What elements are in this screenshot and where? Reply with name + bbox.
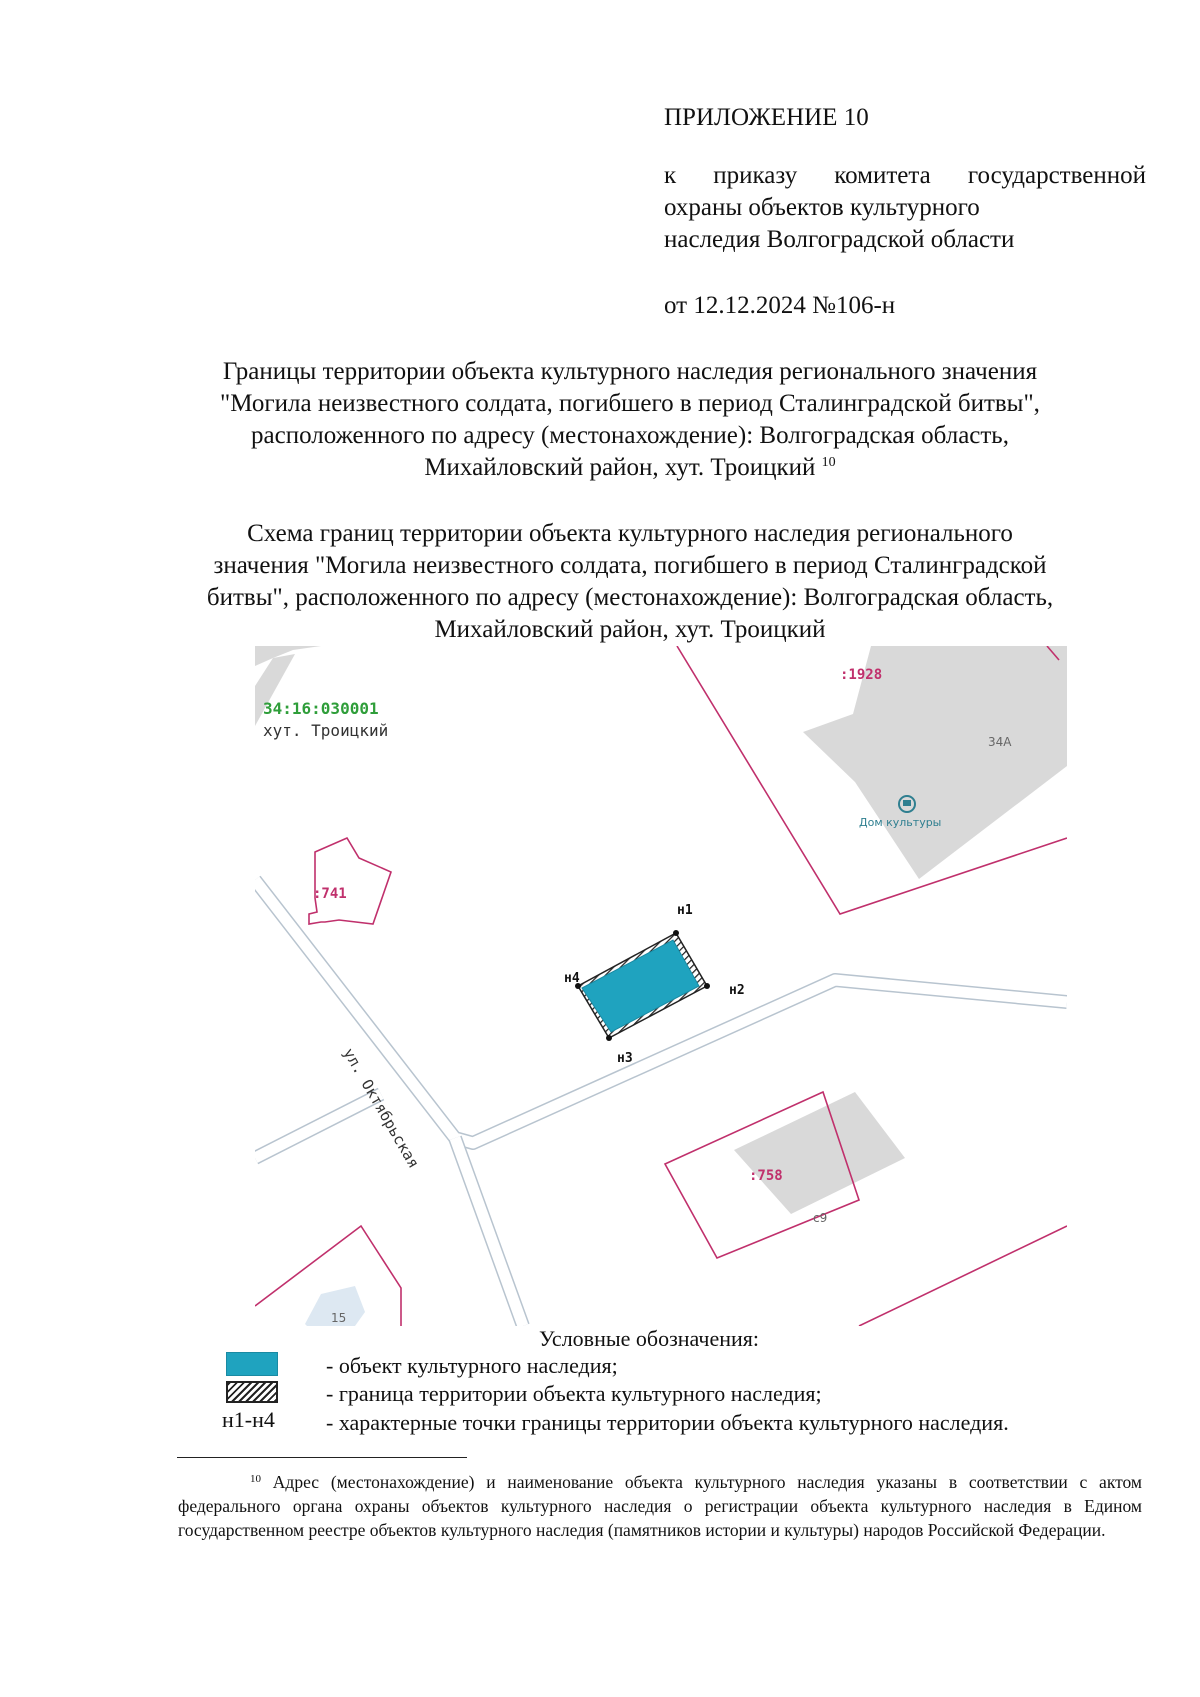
point-n2-marker: [704, 983, 710, 989]
legend-title: Условные обозначения:: [539, 1326, 760, 1351]
order-reference: [664, 160, 1146, 256]
legend-item-heritage: - объект культурного наследия;: [326, 1353, 618, 1378]
title-line: расположенного по адресу (местонахождение): Волгоградская область,: [251, 422, 1009, 449]
title-line-text: Михайловский район, хут. Троицкий: [424, 454, 816, 481]
scheme-title-line: Михайловский район, хут. Троицкий: [434, 616, 826, 643]
boundary-map: [255, 646, 1067, 1326]
title-line: Границы территории объекта культурного наследия регионального значения: [222, 358, 1038, 385]
point-n4-label: н4: [564, 971, 580, 986]
footnote-rule: [177, 1457, 467, 1458]
document-title: [150, 356, 1110, 484]
parcel-758-label: :758: [749, 1168, 783, 1184]
parcel-741-label: :741: [313, 886, 347, 902]
order-line: к приказу комитета государственной: [664, 162, 1146, 189]
parcel-southeast-border: [859, 1226, 1067, 1326]
order-line: наследия Волгоградской области: [664, 226, 1015, 253]
scheme-title: [150, 518, 1110, 646]
point-n1-marker: [673, 930, 679, 936]
scheme-title-line: битвы", расположенного по адресу (местонахождение): Волгоградская область,: [206, 584, 1054, 611]
point-n2-label: н2: [729, 983, 745, 998]
title-line-last: [150, 452, 1110, 484]
footnote-text: Адрес (местонахождение) и наименование объекта культурного наследия указаны в соответствии с актом федерального органа охраны объектов культурного наследия о регистрации объекта культурного наследия в Едином государственном реестре объектов культурного наследия (памятников истории и культуры) народов Российской Федерации.: [178, 1472, 1143, 1540]
building-c9: [734, 1092, 905, 1214]
building-34a-label: 34А: [988, 735, 1012, 749]
order-date: от 12.12.2024 №106-н: [664, 292, 896, 319]
scheme-title-line: значения "Могила неизвестного солдата, погибшего в период Сталинградской: [213, 552, 1047, 579]
legend-points-label: н1-н4: [222, 1407, 275, 1432]
point-n3-marker: [606, 1035, 612, 1041]
footnote-number: 10: [250, 1473, 261, 1485]
legend-item-boundary: - граница территории объекта культурного наследия;: [326, 1381, 822, 1406]
building-c9-label: с9: [813, 1211, 828, 1225]
quarter-code-label: 34:16:030001: [263, 699, 379, 718]
culture-house-label: Дом культуры: [859, 816, 942, 829]
settlement-label: хут. Троицкий: [263, 721, 389, 740]
parcel-1928-label: :1928: [840, 667, 883, 683]
footnote-reference: 10: [821, 455, 836, 470]
scheme-title-line: Схема границ территории объекта культурного наследия регионального: [247, 520, 1013, 547]
legend-item-points: - характерные точки границы территории объекта культурного наследия.: [326, 1410, 1009, 1435]
point-n1-label: н1: [677, 903, 693, 918]
appendix-heading: ПРИЛОЖЕНИЕ 10: [664, 104, 869, 131]
order-line: охраны объектов культурного: [664, 194, 980, 221]
title-line: "Могила неизвестного солдата, погибшего в период Сталинградской битвы",: [220, 390, 1040, 417]
footnote: [178, 1470, 1142, 1542]
legend-heritage-swatch: [226, 1352, 278, 1376]
building-15-label: 15: [331, 1311, 347, 1325]
street-label: ул. Октябрьская: [339, 1045, 423, 1172]
heritage-object: [575, 930, 710, 1041]
legend-boundary-swatch: [226, 1381, 278, 1403]
point-n3-label: н3: [617, 1051, 633, 1066]
parcel-741-border: [309, 838, 391, 924]
